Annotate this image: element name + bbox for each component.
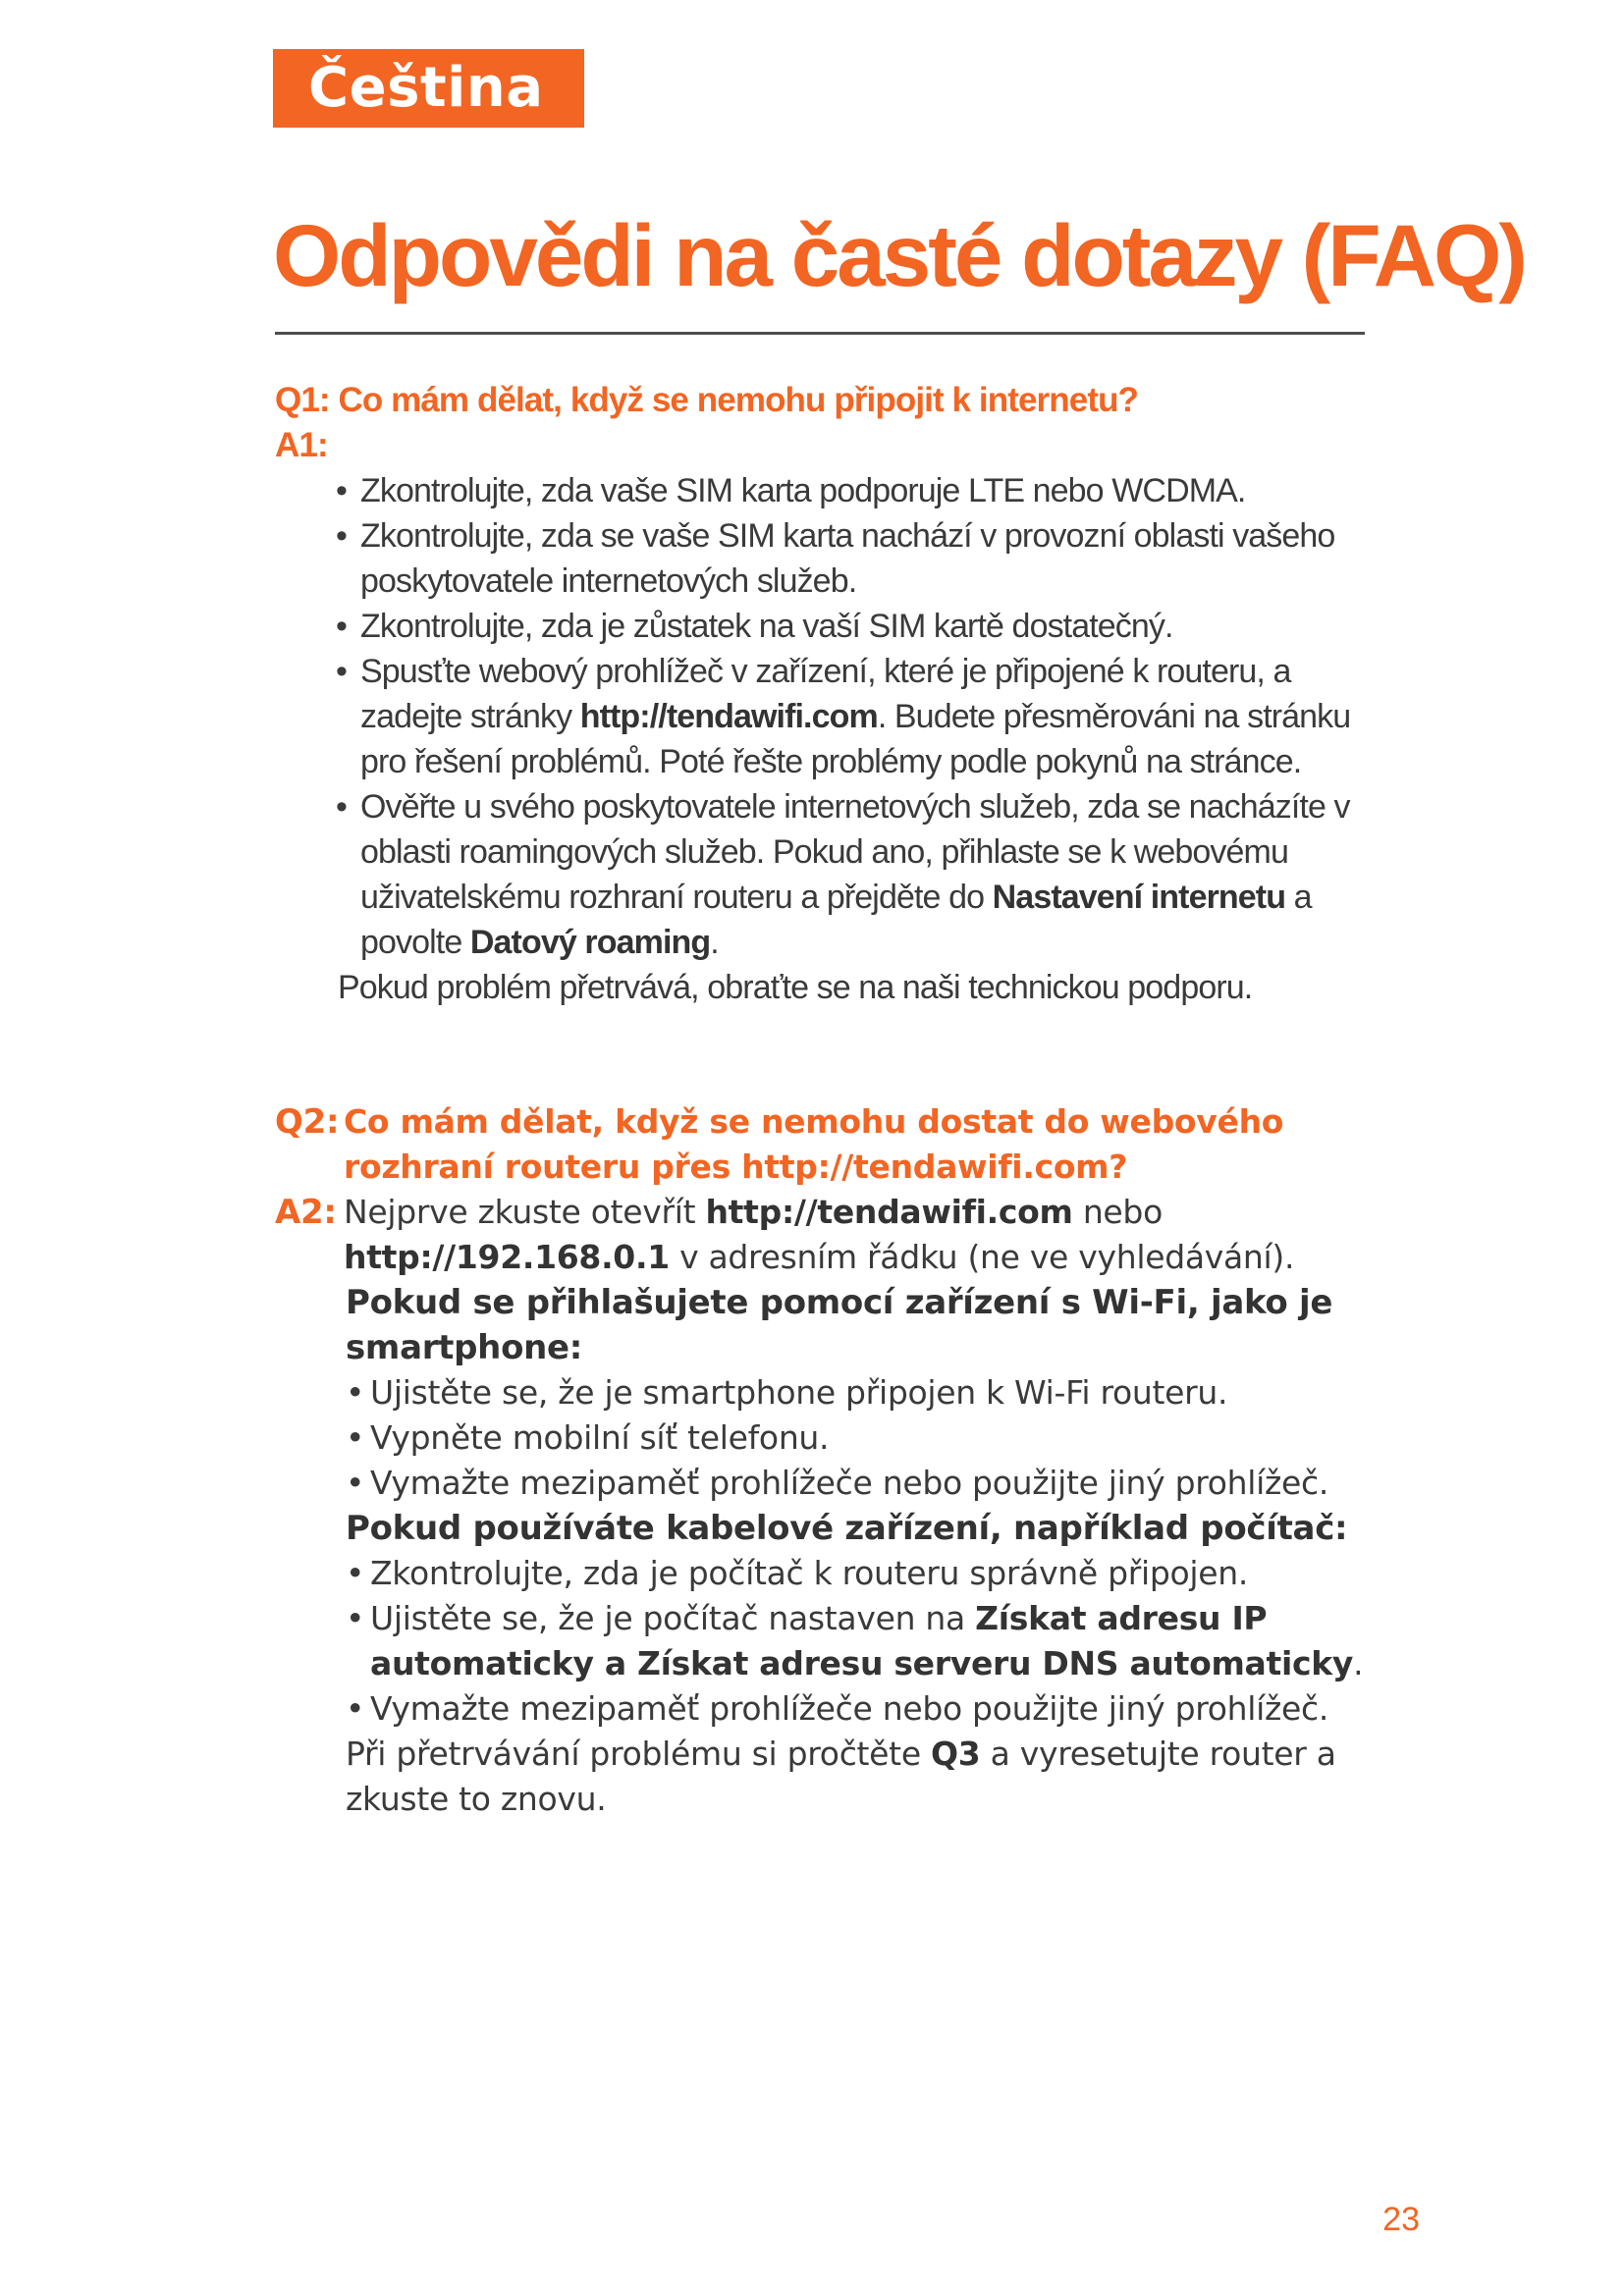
note-text: Při přetrvávání problému si pročtěte xyxy=(346,1735,932,1773)
data-roaming-term: Datový roaming xyxy=(469,924,711,961)
bullet: • xyxy=(346,1554,365,1592)
note-text: a vyresetujte router a zkuste to znovu. xyxy=(346,1735,1336,1818)
wired-heading: Pokud používáte kabelové zařízení, například počítač: xyxy=(346,1509,1348,1548)
title-divider xyxy=(275,332,1365,335)
list-item xyxy=(346,1596,1384,1686)
list-item-text: Ujistěte se, že je počítač nastaven na xyxy=(370,1599,976,1637)
faq-q1 xyxy=(275,378,1384,1010)
bullet: • xyxy=(336,517,348,555)
wired-list xyxy=(275,1551,1384,1732)
answer-text: nebo xyxy=(1072,1193,1163,1231)
list-item xyxy=(346,1461,1384,1506)
wifi-list xyxy=(275,1370,1384,1506)
q1-answer-label: A1: xyxy=(275,426,328,464)
bullet: • xyxy=(346,1689,365,1728)
faq-q2 xyxy=(275,1099,1384,1822)
list-item xyxy=(336,513,1384,604)
bullet: • xyxy=(336,788,348,826)
list-item xyxy=(346,1551,1384,1596)
list-item-text: Zkontrolujte, zda je počítač k routeru správně připojen. xyxy=(370,1554,1249,1592)
language-tag: Čeština xyxy=(273,49,584,128)
list-item-text: a povolte xyxy=(360,879,1312,961)
q3-reference: Q3 xyxy=(931,1735,981,1773)
bullet: • xyxy=(346,1418,365,1457)
q1-note: Pokud problém přetrvává, obraťte se na naši technickou podporu. xyxy=(338,969,1253,1006)
list-item-text: Zkontrolujte, zda se vaše SIM karta nachází v provozní oblasti vašeho poskytovatele internetových služeb. xyxy=(360,517,1335,600)
bullet: • xyxy=(346,1464,365,1502)
list-item-text: Zkontrolujte, zda vaše SIM karta podporuje LTE nebo WCDMA. xyxy=(360,472,1246,509)
router-url: http://tendawifi.com xyxy=(705,1193,1073,1231)
list-item-text: . xyxy=(1353,1644,1364,1682)
list-item-text: Ujistěte se, že je smartphone připojen k Wi-Fi routeru. xyxy=(370,1373,1228,1412)
list-item-text: . xyxy=(710,924,719,961)
list-item-text: Zkontrolujte, zda je zůstatek na vaší SIM kartě dostatečný. xyxy=(360,608,1173,645)
answer-text: Nejprve zkuste otevřít xyxy=(344,1193,706,1231)
list-item xyxy=(346,1415,1384,1461)
page-title: Odpovědi na časté dotazy (FAQ) xyxy=(273,206,1525,304)
q2-answer-row xyxy=(275,1190,1384,1280)
bullet: • xyxy=(336,472,348,509)
list-item-text: . Budete přesměrováni na stránku pro řešení problémů. Poté řešte problémy podle pokynů na stránce. xyxy=(360,698,1351,780)
q2-note xyxy=(275,1732,1384,1822)
list-item xyxy=(336,649,1384,784)
list-item-text: Vypněte mobilní síť telefonu. xyxy=(370,1418,830,1457)
list-item-text: Ověřte u svého poskytovatele internetových služeb, zda se nacházíte v oblasti roamingových služeb. Pokud ano, přihlaste se k webovému uživatelskému rozhraní routeru a přejděte do xyxy=(360,788,1350,916)
bullet: • xyxy=(336,653,348,690)
page-number: 23 xyxy=(1382,2201,1420,2238)
list-item xyxy=(336,604,1384,649)
list-item-text: Vymažte mezipaměť prohlížeče nebo použijte jiný prohlížeč. xyxy=(370,1464,1329,1502)
internet-settings-term: Nastavení internetu xyxy=(992,879,1286,916)
router-ip: http://192.168.0.1 xyxy=(344,1238,670,1276)
router-url: http://tendawifi.com xyxy=(579,698,878,735)
q2-question-row xyxy=(275,1099,1384,1190)
a2-label: A2: xyxy=(275,1193,337,1232)
q1-question: Q1: Co mám dělat, když se nemohu připojit k internetu? xyxy=(275,381,1139,419)
bullet: • xyxy=(336,608,348,645)
ip-dns-setting-term: Získat adresu IP automaticky a Získat adresu serveru DNS automaticky xyxy=(370,1599,1354,1682)
bullet: • xyxy=(346,1599,365,1637)
q1-answer-list xyxy=(275,468,1384,965)
list-item-text: Vymažte mezipaměť prohlížeče nebo použijte jiný prohlížeč. xyxy=(370,1689,1329,1728)
q2-question: Co mám dělat, když se nemohu dostat do webového rozhraní routeru přes http://tendawifi.com? xyxy=(344,1102,1284,1186)
list-item xyxy=(346,1686,1384,1732)
wifi-heading: Pokud se přihlašujete pomocí zařízení s Wi-Fi, jako je smartphone: xyxy=(346,1283,1333,1367)
answer-text: v adresním řádku (ne ve vyhledávání). xyxy=(669,1238,1295,1276)
list-item-text: Spusťte webový prohlížeč v zařízení, které je připojené k routeru, a zadejte stránky xyxy=(360,653,1291,735)
q2-answer xyxy=(344,1190,1384,1280)
bullet: • xyxy=(346,1373,365,1412)
list-item xyxy=(336,468,1384,513)
list-item xyxy=(346,1370,1384,1415)
q2-label: Q2: xyxy=(275,1102,340,1142)
list-item xyxy=(336,784,1384,965)
